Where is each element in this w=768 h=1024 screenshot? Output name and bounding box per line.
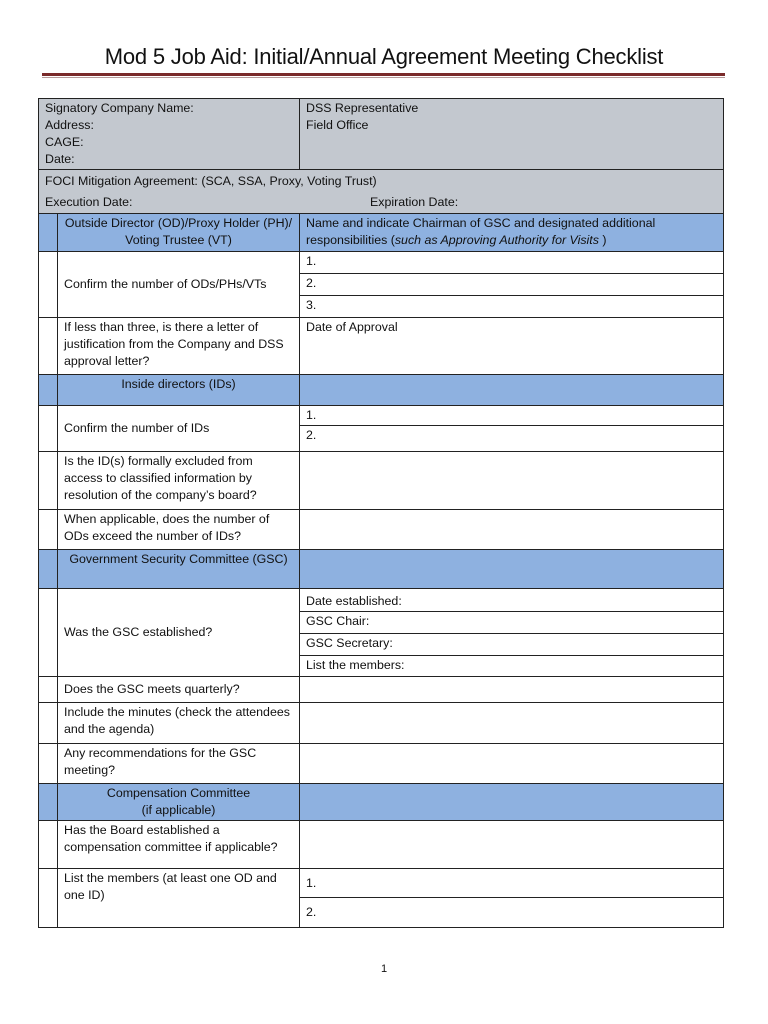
gsc-minutes-row: [39, 703, 724, 744]
id-confirm-row-1: [39, 406, 724, 426]
dss-representative-label: DSS Representative: [306, 101, 419, 115]
comp-heading-title: Compensation Committee: [106, 786, 251, 800]
gsc-chair[interactable]: GSC Chair:: [300, 612, 724, 634]
comp-established-label: Has the Board established a compensation committee if applicable?: [58, 821, 300, 869]
gsc-members[interactable]: List the members:: [300, 656, 724, 677]
gsc-minutes-label: Include the minutes (check the attendees and the agenda): [58, 703, 300, 744]
field-office-label: Field Office: [306, 118, 369, 132]
dss-info-cell[interactable]: [300, 99, 724, 170]
od-heading-spacer: [39, 214, 58, 252]
gsc-date-established[interactable]: Date established:: [300, 589, 724, 612]
od-justification-spacer: [39, 318, 58, 375]
page-title: Mod 5 Job Aid: Initial/Annual Agreement Meeting Checklist: [104, 44, 664, 69]
gsc-established-label: Was the GSC established?: [58, 589, 300, 677]
gsc-secretary[interactable]: GSC Secretary:: [300, 634, 724, 656]
od-heading-cell: Outside Director (OD)/Proxy Holder (PH)/ Voting Trustee (VT): [58, 214, 300, 252]
date-of-approval-cell[interactable]: Date of Approval: [300, 318, 724, 375]
gsc-heading-spacer: [39, 550, 58, 589]
od-confirm-spacer: [39, 252, 58, 318]
id-item-2[interactable]: 2.: [300, 426, 724, 452]
od-right-heading-emphasis: such as Approving Authority for Visits: [394, 233, 599, 247]
comp-heading-spacer: [39, 784, 58, 821]
comp-members-row-1: [39, 869, 724, 898]
id-excluded-label: Is the ID(s) formally excluded from access to classified information by resolution of the company’s board?: [58, 452, 300, 510]
title-rule: [42, 73, 725, 76]
comp-members-spacer: [39, 869, 58, 928]
gsc-established-row-1: [39, 589, 724, 612]
cage-label: CAGE:: [45, 135, 84, 149]
address-label: Address:: [45, 118, 94, 132]
od-item-3[interactable]: 3.: [300, 296, 724, 318]
id-heading-spacer: [39, 375, 58, 406]
gsc-recommendations-row: [39, 744, 724, 784]
gsc-heading-right: [300, 550, 724, 589]
comp-heading-right: [300, 784, 724, 821]
id-excluded-spacer: [39, 452, 58, 510]
od-right-heading-end: ): [598, 233, 607, 247]
comp-heading-cell: [58, 784, 300, 821]
id-heading-right: [300, 375, 724, 406]
foci-row: [39, 170, 724, 214]
foci-cell[interactable]: [39, 170, 724, 214]
gsc-minutes-answer[interactable]: [300, 703, 724, 744]
id-excluded-row: [39, 452, 724, 510]
od-justification-row: [39, 318, 724, 375]
od-justification-label: If less than three, is there a letter of justification from the Company and DSS approval letter?: [58, 318, 300, 375]
gsc-recommendations-spacer: [39, 744, 58, 784]
id-confirm-label: Confirm the number of IDs: [58, 406, 300, 452]
gsc-heading-cell: Government Security Committee (GSC): [58, 550, 300, 589]
comp-members-label: List the members (at least one OD and one ID): [58, 869, 300, 928]
od-exceed-spacer: [39, 510, 58, 550]
gsc-recommendations-label: Any recommendations for the GSC meeting?: [58, 744, 300, 784]
od-right-heading-text: Name and indicate Chairman of GSC and designated additional responsibilities (: [306, 216, 656, 247]
gsc-quarterly-answer[interactable]: [300, 677, 724, 703]
gsc-quarterly-spacer: [39, 677, 58, 703]
od-right-heading-cell: [300, 214, 724, 252]
od-exceed-label: When applicable, does the number of ODs exceed the number of IDs?: [58, 510, 300, 550]
company-info-cell[interactable]: [39, 99, 300, 170]
comp-member-2[interactable]: 2.: [300, 898, 724, 928]
comp-heading-subtitle: (if applicable): [141, 803, 216, 817]
comp-established-spacer: [39, 821, 58, 869]
id-heading-row: [39, 375, 724, 406]
id-item-1[interactable]: 1.: [300, 406, 724, 426]
gsc-quarterly-row: [39, 677, 724, 703]
od-confirm-label: Confirm the number of ODs/PHs/VTs: [58, 252, 300, 318]
comp-heading-row: [39, 784, 724, 821]
od-item-2[interactable]: 2.: [300, 274, 724, 296]
od-item-1[interactable]: 1.: [300, 252, 724, 274]
execution-date-label: Execution Date:: [45, 195, 133, 209]
gsc-heading-row: [39, 550, 724, 589]
id-heading-cell: Inside directors (IDs): [58, 375, 300, 406]
od-heading-row: [39, 214, 724, 252]
company-name-label: Signatory Company Name:: [45, 101, 194, 115]
page-number: 1: [380, 963, 388, 975]
title-rule-thin: [42, 77, 725, 78]
company-info-row: [39, 99, 724, 170]
od-exceed-row: [39, 510, 724, 550]
od-exceed-answer[interactable]: [300, 510, 724, 550]
gsc-recommendations-answer[interactable]: [300, 744, 724, 784]
id-excluded-answer[interactable]: [300, 452, 724, 510]
date-label: Date:: [45, 152, 75, 166]
comp-established-row: [39, 821, 724, 869]
checklist-table: [38, 98, 724, 928]
foci-label: FOCI Mitigation Agreement: (SCA, SSA, Proxy, Voting Trust): [45, 174, 377, 188]
gsc-minutes-spacer: [39, 703, 58, 744]
expiration-date-label: Expiration Date:: [370, 195, 459, 209]
gsc-established-spacer: [39, 589, 58, 677]
comp-established-answer[interactable]: [300, 821, 724, 869]
gsc-quarterly-label: Does the GSC meets quarterly?: [58, 677, 300, 703]
od-confirm-row-1: [39, 252, 724, 274]
comp-member-1[interactable]: 1.: [300, 869, 724, 898]
id-confirm-spacer: [39, 406, 58, 452]
